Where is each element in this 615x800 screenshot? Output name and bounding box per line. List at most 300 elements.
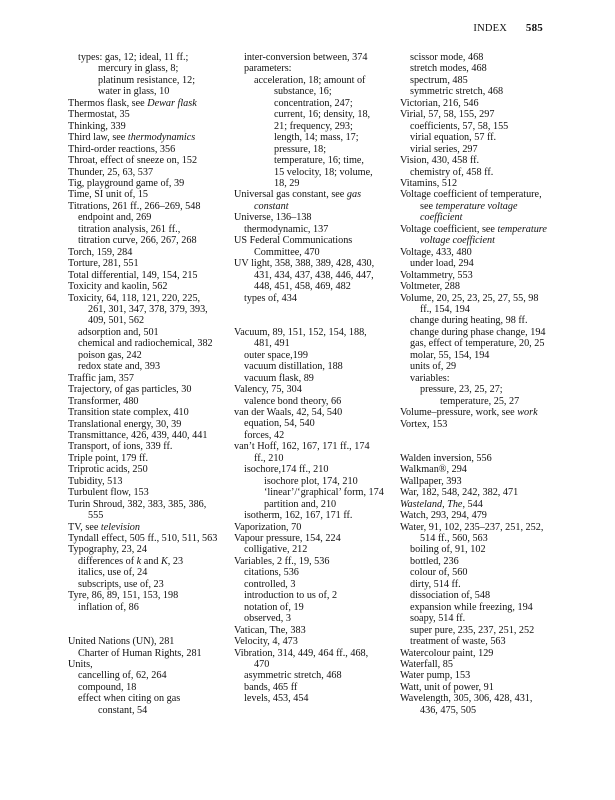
index-column-2 — [234, 52, 404, 705]
index-entry — [234, 407, 404, 418]
index-entry — [400, 464, 580, 475]
entry-text: Voltmeter, 288 — [400, 281, 460, 293]
index-entry — [68, 396, 238, 407]
entry-text: Toxicity, 64, 118, 121, 220, 225, — [68, 292, 201, 304]
index-entry — [68, 464, 238, 475]
index-subentry — [234, 602, 404, 613]
entry-text: 470 — [254, 658, 270, 670]
entry-text: platinum resistance, 12; — [98, 74, 196, 86]
index-subentry — [400, 384, 580, 395]
index-spacer — [400, 430, 580, 441]
italic-text: thermodynamics — [127, 132, 196, 144]
index-entry — [68, 487, 238, 498]
entry-text: Time, SI unit of, 15 — [68, 189, 149, 201]
index-subentry — [234, 464, 404, 475]
index-subentry — [400, 235, 580, 246]
entry-text: compound, 18 — [78, 681, 137, 693]
entry-text: italics, use of, 24 — [78, 567, 148, 579]
entry-text: titration curve, 266, 267, 268 — [78, 235, 197, 247]
index-entry — [400, 499, 580, 510]
index-subentry — [68, 670, 238, 681]
index-entry — [234, 648, 404, 659]
index-subentry — [234, 155, 404, 166]
entry-text: Transmittance, 426, 439, 440, 441 — [68, 429, 208, 441]
entry-text: valence bond theory, 66 — [244, 395, 342, 407]
index-subentry — [400, 373, 580, 384]
entry-text: vacuum flask, 89 — [244, 372, 314, 384]
index-entry — [234, 327, 404, 338]
index-entry — [234, 625, 404, 636]
index-subentry — [68, 361, 238, 372]
index-subentry — [400, 613, 580, 624]
index-entry — [68, 293, 238, 304]
index-entry — [68, 384, 238, 395]
entry-text: Vibration, 314, 449, 464 ff., 468, — [234, 647, 369, 659]
index-subentry — [68, 212, 238, 223]
entry-text: Typography, 23, 24 — [68, 544, 147, 556]
index-subentry — [234, 567, 404, 578]
entry-text: , 23 — [167, 555, 184, 567]
entry-text: dissociation of, 548 — [410, 590, 491, 602]
index-subentry — [234, 430, 404, 441]
index-subentry — [234, 338, 404, 349]
index-subentry — [234, 499, 404, 510]
entry-text: 436, 475, 505 — [420, 704, 477, 716]
index-subentry — [400, 636, 580, 647]
index-entry — [400, 189, 580, 200]
entry-text: Toxicity and kaolin, 562 — [68, 281, 168, 293]
index-subentry — [234, 396, 404, 407]
entry-text: Walkman®, 294 — [400, 464, 467, 476]
index-subentry — [234, 167, 404, 178]
index-subentry — [234, 418, 404, 429]
entry-text: substance, 16; — [274, 86, 332, 98]
entry-text: Tubidity, 513 — [68, 475, 123, 487]
running-head: INDEX — [473, 23, 508, 34]
entry-text: Charter of Human Rights, 281 — [78, 647, 202, 659]
index-entry — [400, 693, 580, 704]
entry-text: van der Waals, 42, 54, 540 — [234, 407, 343, 419]
index-subentry — [68, 350, 238, 361]
index-subentry — [234, 201, 404, 212]
index-subentry — [400, 327, 580, 338]
index-spacer — [234, 315, 404, 326]
entry-text: Universal gas constant, see — [234, 189, 347, 201]
entry-text: dirty, 514 ff. — [410, 578, 461, 590]
index-subentry — [68, 705, 238, 716]
entry-text: chemical and radiochemical, 382 — [78, 338, 213, 350]
entry-text: War, 182, 548, 242, 382, 471 — [400, 487, 519, 499]
entry-text: Watch, 293, 294, 479 — [400, 510, 487, 522]
index-subentry — [68, 338, 238, 349]
index-entry — [400, 682, 580, 693]
entry-text: variables: — [410, 372, 450, 384]
index-entry — [68, 453, 238, 464]
index-entry — [68, 144, 238, 155]
entry-text: concentration, 247; — [274, 97, 353, 109]
index-entry — [400, 522, 580, 533]
entry-text: asymmetric stretch, 468 — [244, 670, 342, 682]
index-subentry — [400, 75, 580, 86]
index-subentry — [400, 121, 580, 132]
entry-text: parameters: — [244, 63, 292, 75]
index-subentry — [234, 247, 404, 258]
entry-text: Watercolour paint, 129 — [400, 647, 494, 659]
index-subentry — [68, 579, 238, 590]
index-subentry — [400, 304, 580, 315]
index-subentry — [234, 670, 404, 681]
index-subentry — [68, 682, 238, 693]
entry-text: forces, 42 — [244, 429, 285, 441]
entry-text: and — [141, 555, 161, 567]
index-entry — [234, 235, 404, 246]
entry-text: Transition state complex, 410 — [68, 407, 189, 419]
entry-text: Vortex, 153 — [400, 418, 448, 430]
entry-text: Torture, 281, 551 — [68, 258, 139, 270]
entry-text: length, 14; mass, 17; — [274, 132, 359, 144]
index-entry — [234, 441, 404, 452]
index-spacer — [68, 625, 238, 636]
index-entry — [400, 659, 580, 670]
index-subentry — [400, 144, 580, 155]
index-entry — [68, 533, 238, 544]
entry-text: chemistry of, 458 ff. — [410, 166, 494, 178]
entry-text: subscripts, use of, 23 — [78, 578, 164, 590]
index-column-3 — [400, 52, 580, 716]
entry-text: vacuum distillation, 188 — [244, 361, 343, 373]
index-entry — [400, 109, 580, 120]
index-subentry — [234, 487, 404, 498]
index-entry — [68, 636, 238, 647]
entry-text: ff., 210 — [254, 452, 284, 464]
entry-text: Vision, 430, 458 ff. — [400, 155, 480, 167]
index-subentry — [400, 556, 580, 567]
index-entry — [68, 441, 238, 452]
index-entry — [68, 590, 238, 601]
index-entry — [234, 556, 404, 567]
entry-text: ‘linear’/‘graphical’ form, 174 — [264, 487, 384, 499]
entry-text: Throat, effect of sneeze on, 152 — [68, 155, 198, 167]
index-subentry — [68, 304, 238, 315]
italic-text: work — [517, 407, 538, 419]
index-subentry — [400, 602, 580, 613]
index-subentry — [400, 567, 580, 578]
entry-text: virial series, 297 — [410, 143, 478, 155]
entry-text: Wavelength, 305, 306, 428, 431, — [400, 693, 533, 705]
index-entry — [400, 453, 580, 464]
italic-text: temperature — [497, 223, 547, 235]
index-subentry — [234, 75, 404, 86]
entry-text: 18, 29 — [274, 177, 300, 189]
entry-text: inflation of, 86 — [78, 601, 139, 613]
index-subentry — [234, 510, 404, 521]
entry-text: Vitamins, 512 — [400, 177, 458, 189]
entry-text: types: gas, 12; ideal, 11 ff.; — [78, 52, 189, 63]
index-entry — [400, 670, 580, 681]
entry-text: Units, — [68, 658, 93, 670]
index-entry — [234, 189, 404, 200]
index-entry — [68, 98, 238, 109]
index-spacer — [400, 441, 580, 452]
entry-text: pressure, 18; — [274, 143, 327, 155]
index-subentry — [234, 579, 404, 590]
index-subentry — [234, 476, 404, 487]
index-entry — [234, 533, 404, 544]
entry-text: introduction to us of, 2 — [244, 590, 338, 602]
index-subentry — [234, 659, 404, 670]
entry-text: colligative, 212 — [244, 544, 308, 556]
entry-text: differences of — [78, 555, 137, 567]
index-entry — [400, 293, 580, 304]
entry-text: levels, 453, 454 — [244, 693, 309, 705]
entry-text: isochore plot, 174, 210 — [264, 475, 358, 487]
italic-text: coefficient — [420, 212, 463, 224]
entry-text: gas, effect of temperature, 20, 25 — [410, 338, 545, 350]
index-entry — [68, 659, 238, 670]
index-subentry — [234, 613, 404, 624]
index-subentry — [400, 533, 580, 544]
entry-text: units of, 29 — [410, 361, 457, 373]
entry-text: Volume, 20, 25, 23, 25, 27, 55, 98 — [400, 292, 539, 304]
index-subentry — [234, 178, 404, 189]
index-subentry — [68, 556, 238, 567]
entry-text: citations, 536 — [244, 567, 299, 579]
index-subentry — [68, 510, 238, 521]
index-entry — [68, 167, 238, 178]
entry-text: 409, 501, 562 — [88, 315, 145, 327]
index-entry — [68, 373, 238, 384]
entry-text: 431, 434, 437, 438, 446, 447, — [254, 269, 374, 281]
index-entry — [400, 224, 580, 235]
entry-text: Water pump, 153 — [400, 670, 471, 682]
index-subentry — [400, 361, 580, 372]
index-subentry — [234, 132, 404, 143]
entry-text: Tyndall effect, 505 ff., 510, 511, 563 — [68, 533, 218, 545]
index-subentry — [234, 52, 404, 63]
index-subentry — [234, 98, 404, 109]
index-entry — [234, 384, 404, 395]
index-subentry — [234, 590, 404, 601]
entry-text: 21; frequency, 293; — [274, 120, 353, 132]
index-subentry — [234, 361, 404, 372]
entry-text: bands, 465 ff — [244, 681, 298, 693]
italic-text: K — [161, 555, 168, 567]
entry-text: Turin Shroud, 382, 383, 385, 386, — [68, 498, 207, 510]
index-column-1 — [68, 52, 238, 716]
entry-text: Transformer, 480 — [68, 395, 139, 407]
entry-text: constant, 54 — [98, 704, 148, 716]
entry-text: Translational energy, 30, 39 — [68, 418, 182, 430]
entry-text: Thermostat, 35 — [68, 109, 130, 121]
entry-text: super pure, 235, 237, 251, 252 — [410, 624, 535, 636]
entry-text: Walden inversion, 556 — [400, 452, 492, 464]
index-subentry — [234, 86, 404, 97]
entry-text: scissor mode, 468 — [410, 52, 484, 63]
entry-text: bottled, 236 — [410, 555, 459, 567]
entry-text: Vatican, The, 383 — [234, 624, 306, 636]
entry-text: Voltage, 433, 480 — [400, 246, 472, 258]
index-subentry — [400, 350, 580, 361]
entry-text: 15 velocity, 18; volume, — [274, 166, 373, 178]
index-subentry — [234, 350, 404, 361]
index-subentry — [68, 693, 238, 704]
entry-text: observed, 3 — [244, 613, 291, 625]
italic-text: constant — [254, 200, 289, 212]
italic-text: Wasteland, The — [400, 498, 463, 510]
entry-text: ff., 154, 194 — [420, 303, 470, 315]
entry-text: Turbulent flow, 153 — [68, 487, 149, 499]
entry-text: virial equation, 57 ff. — [410, 132, 497, 144]
index-subentry — [400, 544, 580, 555]
entry-text: Triple point, 179 ff. — [68, 452, 149, 464]
index-subentry — [234, 224, 404, 235]
index-subentry — [400, 338, 580, 349]
italic-text: k — [136, 555, 142, 567]
entry-text: Tig, playground game of, 39 — [68, 177, 185, 189]
index-subentry — [68, 86, 238, 97]
entry-text: pressure, 23, 25, 27; — [420, 384, 503, 396]
entry-text: colour of, 560 — [410, 567, 468, 579]
index-entry — [68, 499, 238, 510]
index-subentry — [400, 201, 580, 212]
index-subentry — [234, 293, 404, 304]
index-subentry — [400, 705, 580, 716]
entry-text: 448, 451, 458, 469, 482 — [254, 281, 351, 293]
entry-text: stretch modes, 468 — [410, 63, 487, 75]
index-entry — [68, 155, 238, 166]
entry-text: effect when citing on gas — [78, 693, 181, 705]
index-entry — [234, 212, 404, 223]
index-entry — [400, 247, 580, 258]
index-entry — [68, 132, 238, 143]
entry-text: Thinking, 339 — [68, 120, 126, 132]
entry-text: symmetric stretch, 468 — [410, 86, 504, 98]
entry-text: change during phase change, 194 — [410, 326, 546, 338]
entry-text: 261, 301, 347, 378, 379, 393, — [88, 303, 208, 315]
entry-text: boiling of, 91, 102 — [410, 544, 486, 556]
italic-text: voltage coefficient — [420, 235, 495, 247]
index-entry — [68, 281, 238, 292]
index-entry — [68, 201, 238, 212]
index-subentry — [234, 63, 404, 74]
entry-text: UV light, 358, 388, 389, 428, 430, — [234, 258, 375, 270]
entry-text: cancelling of, 62, 264 — [78, 670, 167, 682]
entry-text: 481, 491 — [254, 338, 290, 350]
entry-text: Waterfall, 85 — [400, 658, 453, 670]
entry-text: titration analysis, 261 ff., — [78, 223, 181, 235]
page-number: 585 — [525, 22, 543, 34]
index-subentry — [234, 144, 404, 155]
index-subentry — [400, 52, 580, 63]
index-subentry — [234, 281, 404, 292]
entry-text: current, 16; density, 18, — [274, 109, 371, 121]
index-entry — [68, 419, 238, 430]
entry-text: isochore,174 ff., 210 — [244, 464, 329, 476]
index-entry — [400, 270, 580, 281]
entry-text: TV, see — [68, 521, 101, 533]
entry-text: Volume–pressure, work, see — [400, 407, 518, 419]
index-subentry — [400, 63, 580, 74]
index-subentry — [234, 270, 404, 281]
entry-text: Third-order reactions, 356 — [68, 143, 176, 155]
index-entry — [68, 544, 238, 555]
index-subentry — [68, 648, 238, 659]
index-entry — [68, 121, 238, 132]
index-entry — [400, 419, 580, 430]
entry-text: soapy, 514 ff. — [410, 613, 466, 625]
index-subentry — [234, 693, 404, 704]
entry-text: Victorian, 216, 546 — [400, 97, 479, 109]
entry-text: Trajectory, of gas particles, 30 — [68, 384, 192, 396]
index-subentry — [68, 567, 238, 578]
italic-text: temperature voltage — [435, 200, 518, 212]
entry-text: Thunder, 25, 63, 537 — [68, 166, 154, 178]
entry-text: Water, 91, 102, 235–237, 251, 252, — [400, 521, 544, 533]
index-entry — [400, 178, 580, 189]
index-subentry — [68, 315, 238, 326]
italic-text: television — [100, 521, 140, 533]
index-entry — [68, 476, 238, 487]
index-entry — [68, 430, 238, 441]
index-subentry — [234, 453, 404, 464]
entry-text: poison gas, 242 — [78, 349, 142, 361]
index-spacer — [68, 613, 238, 624]
entry-text: Variables, 2 ff., 19, 536 — [234, 555, 330, 567]
index-entry — [68, 522, 238, 533]
entry-text: thermodynamic, 137 — [244, 223, 329, 235]
entry-text: under load, 294 — [410, 258, 474, 270]
index-entry — [400, 407, 580, 418]
index-subentry — [400, 590, 580, 601]
page-header — [473, 22, 543, 34]
index-entry — [400, 155, 580, 166]
entry-text: van’t Hoff, 162, 167, 171 ff., 174 — [234, 441, 370, 453]
entry-text: adsorption and, 501 — [78, 326, 159, 338]
index-subentry — [400, 315, 580, 326]
index-subentry — [234, 121, 404, 132]
entry-text: types of, 434 — [244, 292, 297, 304]
entry-text: outer space,199 — [244, 349, 308, 361]
index-spacer — [234, 304, 404, 315]
index-entry — [400, 510, 580, 521]
entry-text: Virial, 57, 58, 155, 297 — [400, 109, 495, 121]
index-entry — [68, 189, 238, 200]
index-subentry — [400, 625, 580, 636]
entry-text: Tyre, 86, 89, 151, 153, 198 — [68, 590, 179, 602]
entry-text: equation, 54, 540 — [244, 418, 315, 430]
index-entry — [68, 109, 238, 120]
entry-text: Universe, 136–138 — [234, 212, 312, 224]
entry-text: Total differential, 149, 154, 215 — [68, 269, 198, 281]
entry-text: US Federal Communications — [234, 235, 353, 247]
entry-text: coefficients, 57, 58, 155 — [410, 120, 509, 132]
index-subentry — [68, 235, 238, 246]
entry-text: Voltage coefficient, see — [400, 223, 498, 235]
entry-text: redox state and, 393 — [78, 361, 161, 373]
entry-text: change during heating, 98 ff. — [410, 315, 528, 327]
entry-text: Velocity, 4, 473 — [234, 636, 298, 648]
index-subentry — [400, 167, 580, 178]
entry-text: , 544 — [462, 498, 483, 510]
index-entry — [68, 407, 238, 418]
entry-text: United Nations (UN), 281 — [68, 636, 175, 648]
entry-text: Third law, see — [68, 132, 128, 144]
index-subentry — [234, 682, 404, 693]
index-subentry — [234, 109, 404, 120]
index-subentry — [68, 327, 238, 338]
index-subentry — [68, 52, 238, 63]
entry-text: temperature, 25, 27 — [440, 395, 520, 407]
